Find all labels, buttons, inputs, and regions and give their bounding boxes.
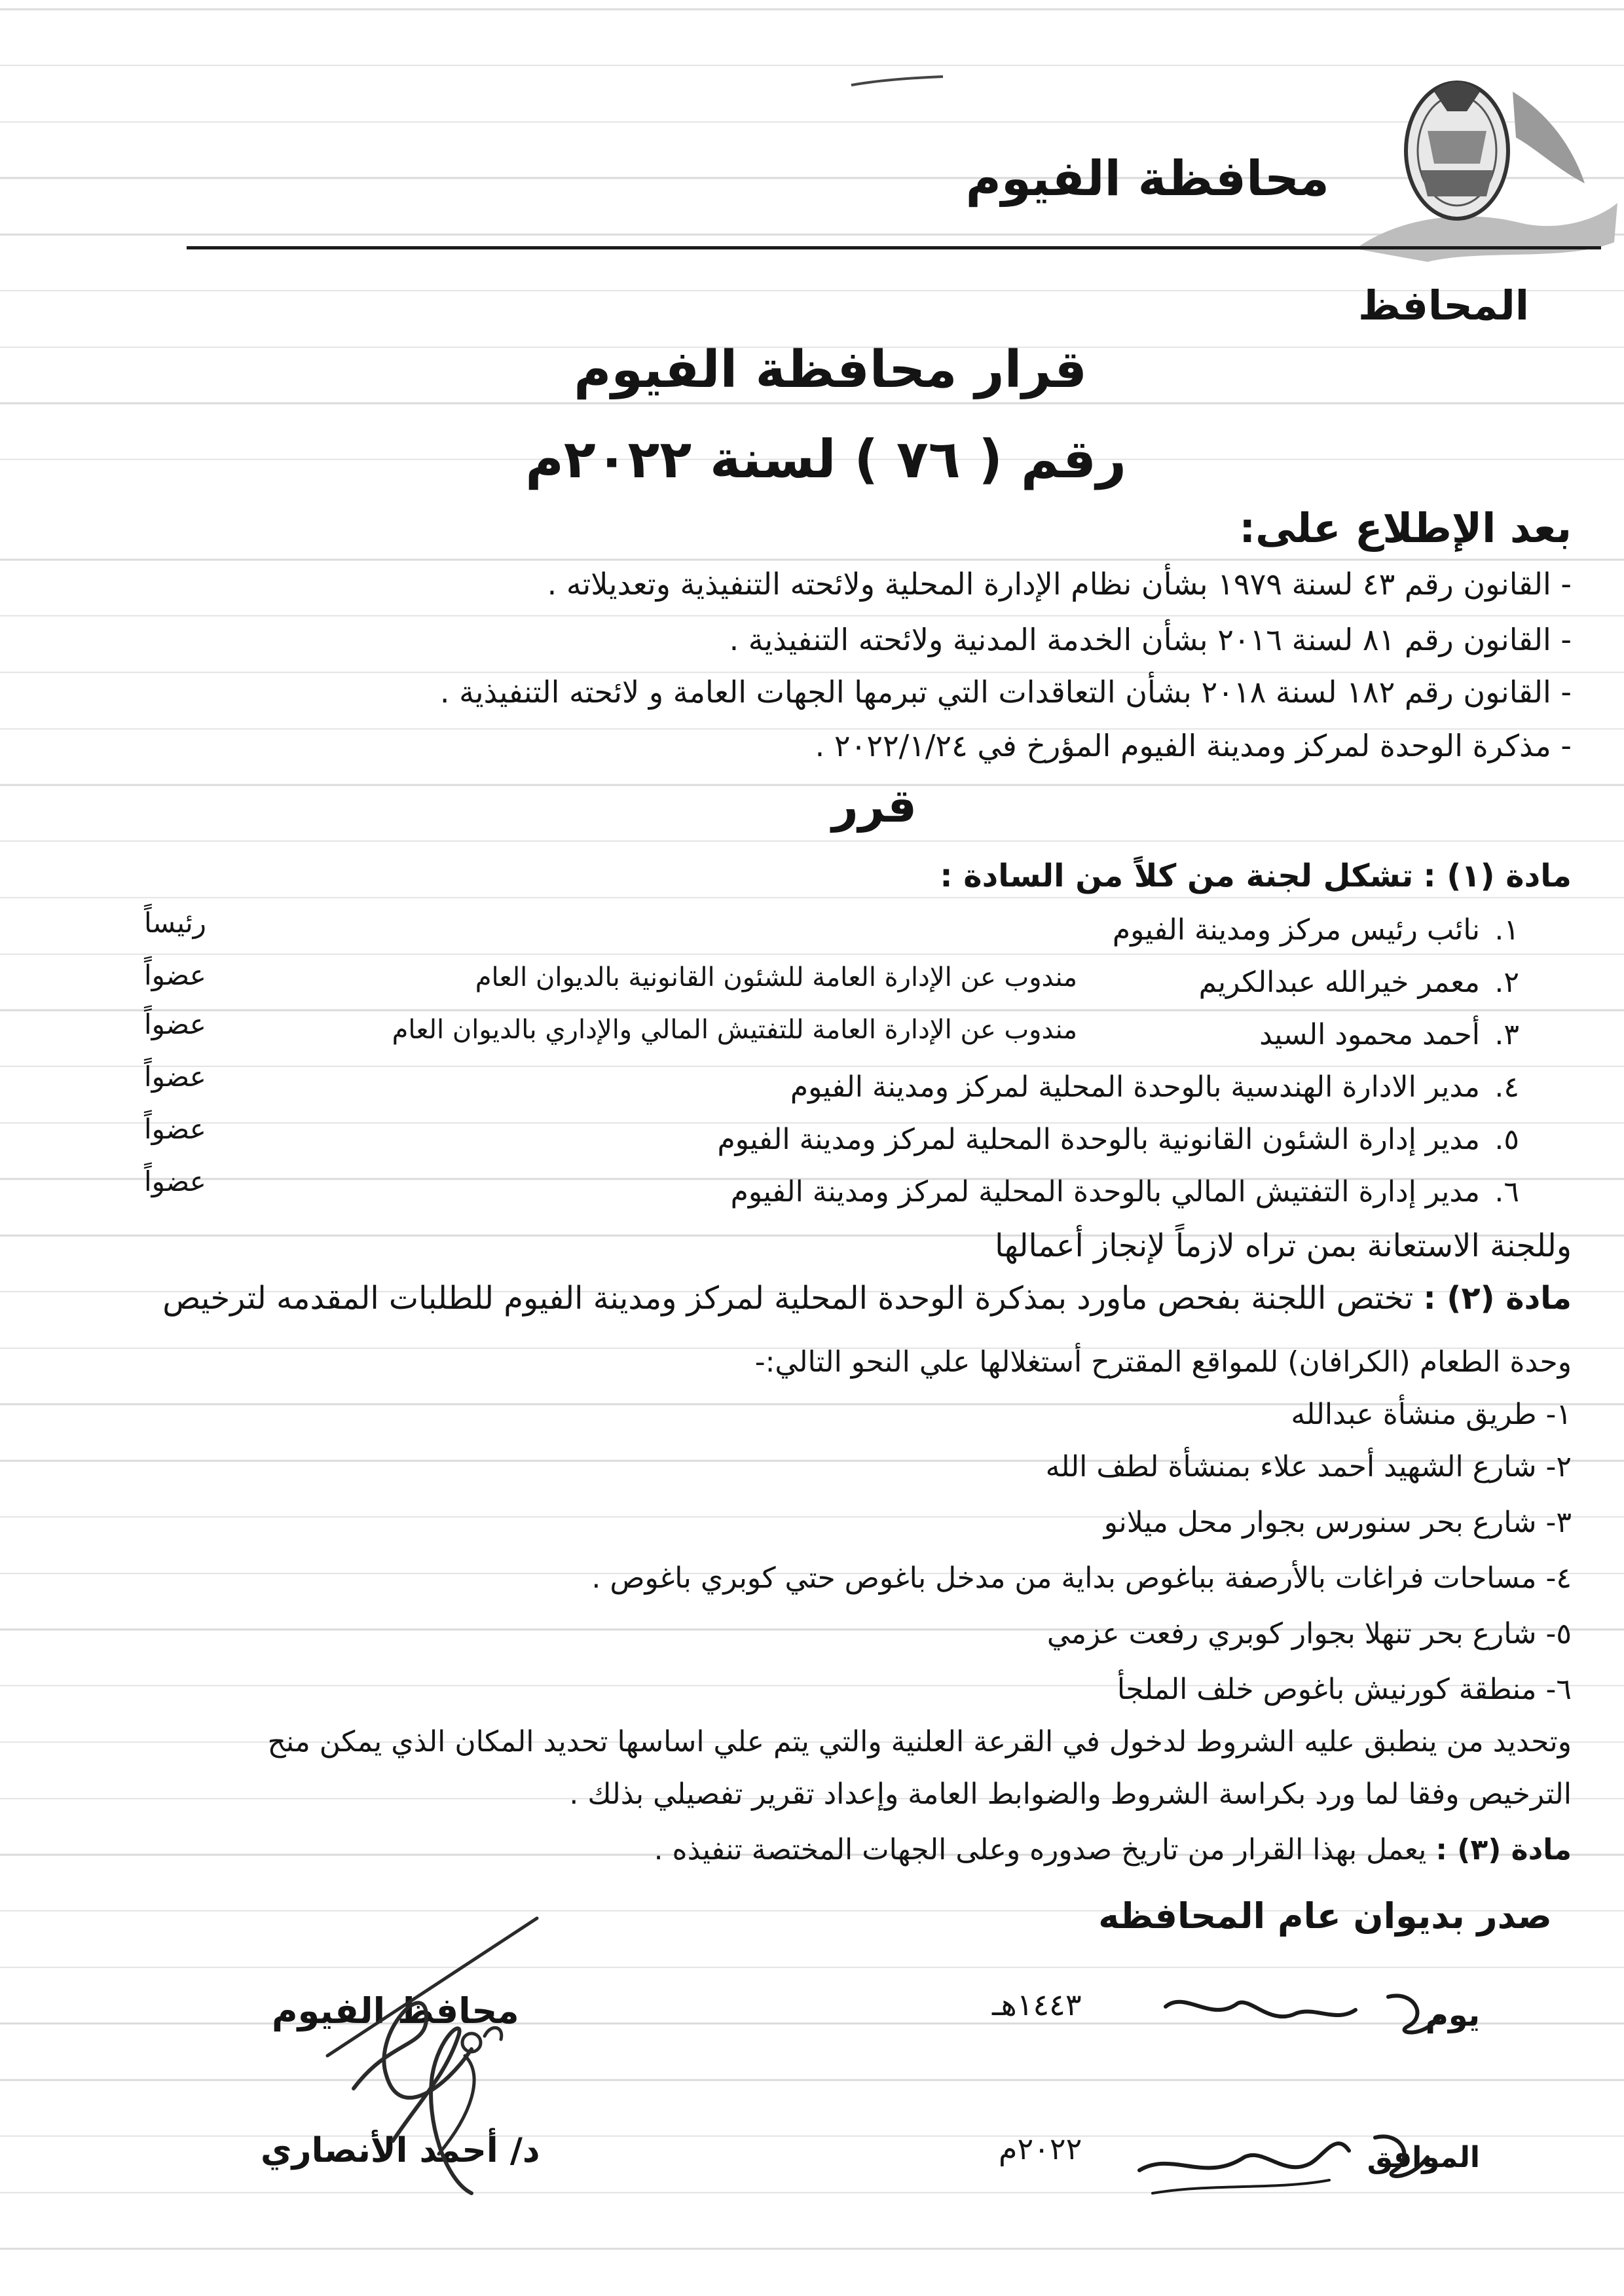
article-2-continuation: وحدة الطعام (الكرافان) للمواقع المقترح أستغلالها علي النحو التالي:-: [754, 1345, 1572, 1379]
signatory-name: د/ أحمد الأنصاري: [261, 2131, 540, 2170]
reference-item: - مذكرة الوحدة لمركز ومدينة الفيوم المؤرخ في ٢٠٢٢/١/٢٤ .: [815, 728, 1572, 763]
member-name: مدير الادارة الهندسية بالوحدة المحلية لمركز ومدينة الفيوم: [790, 1070, 1480, 1104]
member-role: عضواً: [144, 1008, 206, 1040]
member-role: عضواً: [144, 1165, 206, 1197]
member-role: عضواً: [144, 1061, 206, 1093]
day-label: يوم: [1425, 1997, 1480, 2033]
member-num: ١.: [1494, 913, 1519, 947]
decision-heading: قرر: [832, 779, 917, 833]
member-description: مندوب عن الإدارة العامة للشئون القانونية بالديوان العام: [475, 962, 1077, 993]
reference-item: - القانون رقم ٨١ لسنة ٢٠١٦ بشأن الخدمة المدنية ولائحته التنفيذية .: [729, 622, 1572, 657]
article-2-label: مادة (٢) :: [1423, 1280, 1572, 1317]
member-num: ٢.: [1494, 966, 1519, 999]
handwritten-hijri-date: [1139, 1977, 1480, 2049]
considering-heading: بعد الإطلاع على:: [1239, 504, 1572, 552]
site-item: ٦- منطقة كورنيش باغوص خلف الملجأ: [1116, 1673, 1572, 1706]
decree-number: رقم ( ٧٦ ) لسنة ٢٠٢٢م: [525, 429, 1126, 490]
header-divider: [187, 246, 1601, 249]
article-1-label: مادة (١) :: [1423, 858, 1572, 894]
decree-title: قرار محافظة الفيوم: [574, 340, 1087, 399]
article-2-text: تختص اللجنة بفحص ماورد بمذكرة الوحدة المحلية لمركز ومدينة الفيوم للطلبات المقدمه لترخيص: [162, 1280, 1414, 1317]
article-2-heading: [162, 1280, 1572, 1317]
member-num: ٤.: [1494, 1070, 1519, 1104]
member-role: عضواً: [144, 959, 206, 991]
reference-item: - القانون رقم ١٨٢ لسنة ٢٠١٨ بشأن التعاقدات التي تبرمها الجهات العامة و لائحته التنفيذية .: [439, 674, 1572, 710]
site-item: ١- طريق منشأة عبدالله: [1291, 1398, 1572, 1431]
article-2-closing: الترخيص وفقا لما ورد بكراسة الشروط والضوابط العامة وإعداد تقرير تفصيلي بذلك .: [569, 1777, 1572, 1811]
site-item: ٢- شارع الشهيد أحمد علاء بمنشأة لطف الله: [1045, 1450, 1572, 1484]
signatory-title: محافظ الفيوم: [272, 1990, 519, 2032]
article-3-label: مادة (٣) :: [1435, 1833, 1572, 1867]
member-name: مدير إدارة الشئون القانونية بالوحدة المحلية لمركز ومدينة الفيوم: [717, 1123, 1480, 1156]
member-num: ٥.: [1494, 1123, 1519, 1156]
member-role: رئيساً: [144, 907, 206, 939]
hijri-year: ١٤٤٣هـ: [992, 1987, 1082, 2022]
member-num: ٣.: [1494, 1018, 1519, 1051]
issued-at: صدر بديوان عام المحافظه: [1098, 1895, 1552, 1937]
handwritten-gregorian-date: [1113, 2111, 1454, 2203]
member-name: معمر خيرالله عبدالكريم: [1198, 966, 1480, 999]
member-name: مدير إدارة التفتيش المالي بالوحدة المحلية لمركز ومدينة الفيوم: [730, 1175, 1480, 1209]
article-3-heading: [654, 1833, 1572, 1867]
article-3-text: يعمل بهذا القرار من تاريخ صدوره وعلى الجهات المختصة تنفيذه .: [654, 1833, 1427, 1867]
member-num: ٦.: [1494, 1175, 1519, 1209]
site-item: ٥- شارع بحر تنهلا بجوار كوبري رفعت عزمي: [1046, 1617, 1572, 1650]
gregorian-label: الموافق: [1367, 2141, 1480, 2174]
member-description: مندوب عن الإدارة العامة للتفتيش المالي والإداري بالديوان العام: [392, 1015, 1077, 1045]
reference-item: - القانون رقم ٤٣ لسنة ١٩٧٩ بشأن نظام الإدارة المحلية ولائحته التنفيذية وتعديلاته .: [547, 566, 1572, 602]
site-item: ٤- مساحات فراغات بالأرصفة بباغوص بداية من مدخل باغوص حتي كوبري باغوص .: [591, 1561, 1572, 1595]
member-role: عضواً: [144, 1113, 206, 1145]
scan-mark: [845, 69, 950, 95]
member-name: نائب رئيس مركز ومدينة الفيوم: [1112, 913, 1480, 947]
governorate-emblem-logo: [1349, 52, 1624, 268]
article-2-closing: وتحديد من ينطبق عليه الشروط لدخول في القرعة العلنية والتي يتم علي اساسها تحديد المكان الذي يمكن منح: [267, 1725, 1572, 1758]
article-1-text: تشكل لجنة من كلاً من السادة :: [940, 858, 1414, 894]
governorate-name: محافظة الفيوم: [965, 151, 1329, 207]
committee-note: وللجنة الاستعانة بمن تراه لازماً لإنجاز أعمالها: [995, 1228, 1572, 1264]
gregorian-year: ٢٠٢٢م: [999, 2131, 1082, 2166]
member-name: أحمد محمود السيد: [1259, 1018, 1480, 1051]
site-item: ٣- شارع بحر سنورس بجوار محل ميلانو: [1103, 1506, 1572, 1539]
article-1-heading: [940, 858, 1572, 894]
office-label: المحافظ: [1357, 282, 1529, 329]
handwritten-signature: [275, 1905, 616, 2206]
